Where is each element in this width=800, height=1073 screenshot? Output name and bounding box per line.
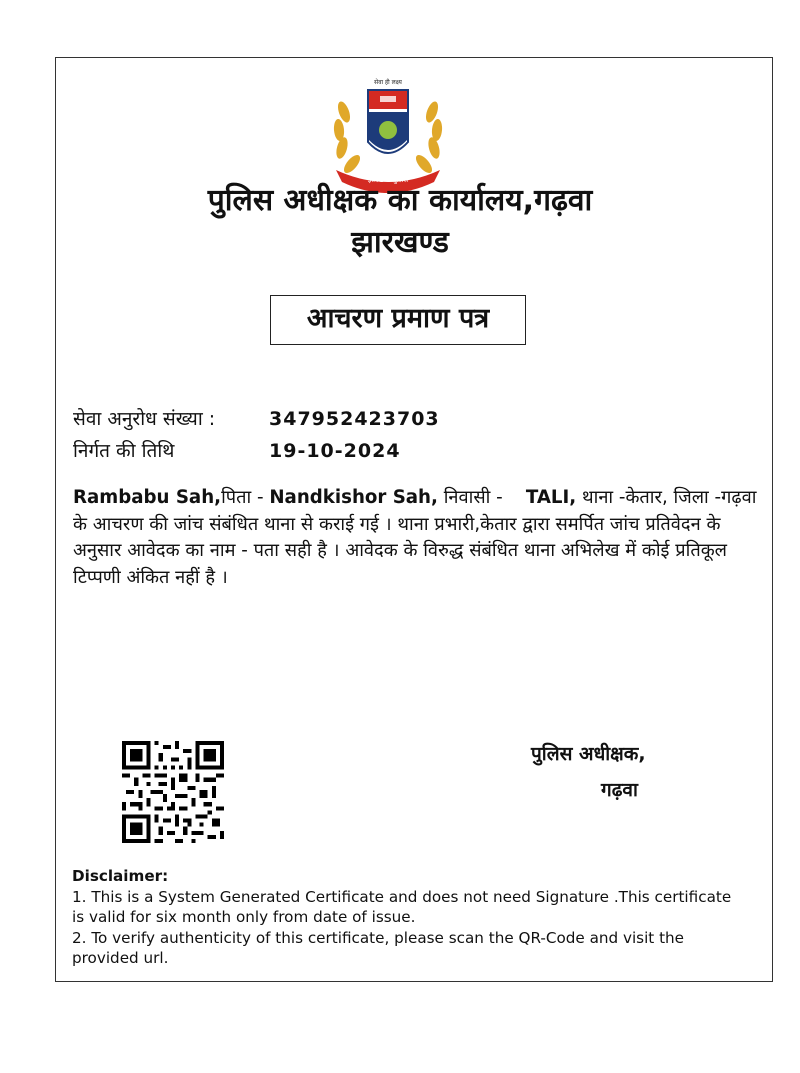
jharkhand-police-emblem — [322, 72, 454, 194]
disclaimer-heading: Disclaimer: — [72, 867, 169, 885]
signatory-place: गढ़वा — [601, 779, 638, 801]
signatory-designation: पुलिस अधीक्षक, — [531, 743, 646, 765]
body-text: थाना -केतार, जिला -गढ़वा के आचरण की जांच संबंधित थाना से कराई गई । थाना प्रभारी,केतार द्वारा समर्पित जांच प्रतिवेदन के अनुसार आवेदक का नाम - पता सही है । आवेदक के विरुद्ध संबंधित थाना अभिलेख में कोई प्रतिकूल टिप्पणी अंकित नहीं है । — [73, 487, 757, 588]
verification-qr-code[interactable] — [122, 741, 224, 843]
disclaimer-line-1: 1. This is a System Generated Certificate and does not need Signature .This certificate is valid for six month only from date of issue. — [72, 887, 732, 926]
emblem-graphic — [322, 72, 454, 194]
resident-label: निवासी - — [443, 487, 503, 508]
emblem-ribbon-text: झारखण्ड पुलिस — [367, 176, 409, 184]
qr-code-graphic — [122, 741, 224, 843]
issue-date-label: निर्गत की तिथि — [73, 440, 175, 462]
disclaimer-line-2: 2. To verify authenticity of this certificate, please scan the QR-Code and visit the provided url. — [72, 928, 685, 967]
request-number-value: 347952423703 — [269, 408, 440, 430]
village-name: TALI, — [525, 487, 577, 508]
emblem-motto: सेवा ही लक्ष्य — [374, 79, 402, 86]
state-title: झारखण्ड — [351, 225, 449, 260]
disclaimer — [72, 866, 732, 969]
issue-date-value: 19-10-2024 — [269, 440, 401, 462]
certificate-title: आचरण प्रमाण पत्र — [270, 295, 526, 345]
request-number-row — [73, 406, 440, 432]
certificate-body — [73, 485, 763, 591]
father-label: पिता - — [221, 487, 264, 508]
request-number-label: सेवा अनुरोध संख्या : — [73, 408, 216, 430]
applicant-name: Rambabu Sah, — [73, 487, 222, 508]
issue-date-row — [73, 438, 401, 464]
office-title: पुलिस अधीक्षक का कार्यालय,गढ़वा — [207, 183, 593, 218]
father-name: Nandkishor Sah, — [269, 487, 438, 508]
